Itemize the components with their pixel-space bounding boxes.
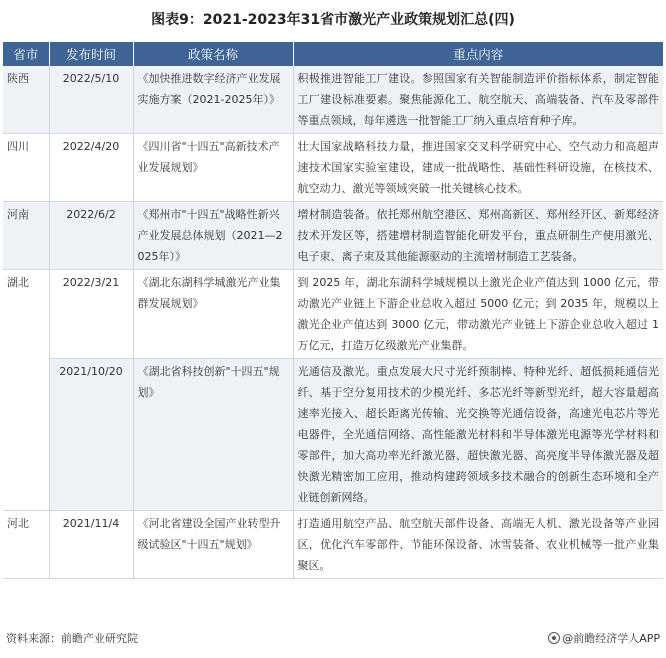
header-policy-name: 政策名称 [133,42,293,66]
cell-policy-name: 《河北省建设全国产业转型升级试验区"十四五"规划》 [133,511,293,579]
table-row [3,66,663,134]
cell-date: 2022/3/21 [49,270,133,359]
cell-policy-name: 《四川省"十四五"高新技术产业发展规划》 [133,134,293,202]
table-row [3,134,663,202]
brand-logo-icon [548,632,560,644]
cell-policy-name: 《加快推进数字经济产业发展实施方案（2021-2025年）》 [133,66,293,134]
cell-key-content: 积极推进智能工厂建设。参照国家有关智能制造评价指标体系，制定智能工厂建设标准要素。聚焦能源化工、航空航天、高端装备、汽车及零部件等重点领域，每年遴选一批智能工厂纳入重点培育种子库。 [293,66,663,134]
cell-province: 河南 [3,202,49,270]
table-row [3,511,663,579]
cell-key-content: 打造通用航空产品、航空航天部件设备、高端无人机、激光设备等产业园区，优化汽车零部件、节能环保设备、冰雪装备、农业机械等一批产业集聚区。 [293,511,663,579]
brand-credit [548,630,660,646]
table-row [3,359,663,511]
header-key-content: 重点内容 [293,42,663,66]
source-note: 资料来源：前瞻产业研究院 [6,632,138,645]
cell-policy-name: 《湖北东湖科学城激光产业集群发展规划》 [133,270,293,359]
cell-province: 河北 [3,511,49,579]
cell-province: 四川 [3,134,49,202]
policy-table [3,42,663,579]
table-row [3,202,663,270]
cell-province: 湖北 [3,270,49,511]
cell-key-content: 光通信及激光。重点发展大尺寸光纤预制棒、特种光纤、超低损耗通信光纤、基于空分复用技术的少模光纤、多芯光纤等新型光纤，超大容量超高速率光接入、超长距离光传输、光交换等光通信设备，高速光电芯片等光电器件，全光通信网络、高性能激光材料和半导体激光电源等光学材料和零部件，加大高功率光纤激光器、超快激光器、高亮度半导体激光器及超快激光精密加工应用，推动构建跨领域多技术融合的创新生态环境和全产业链创新网络。 [293,359,663,511]
page-title: 图表9：2021-2023年31省市激光产业政策规划汇总(四) [151,12,515,28]
cell-policy-name: 《郑州市"十四五"战略性新兴产业发展总体规划（2021—2025年）》 [133,202,293,270]
cell-key-content: 增材制造装备。依托郑州航空港区、郑州高新区、郑州经开区、新郑经济技术开发区等，搭建增材制造智能化研发平台，重点研制生产使用激光、电子束、离子束及其他能源驱动的主流增材制造工艺装备。 [293,202,663,270]
header-province: 省市 [3,42,49,66]
header-date: 发布时间 [49,42,133,66]
cell-key-content: 壮大国家战略科技力量，推进国家交叉科学研究中心、空气动力和高超声速技术国家实验室建设，建成一批战略性、基础性科研设施，在核技术、航空动力、激光等领域突破一批关键核心技术。 [293,134,663,202]
cell-date: 2022/4/20 [49,134,133,202]
brand-label: @前瞻经济学人APP [562,632,660,645]
cell-date: 2022/5/10 [49,66,133,134]
cell-policy-name: 《湖北省科技创新"十四五"规划》 [133,359,293,511]
cell-key-content: 到 2025 年，湖北东湖科学城规模以上激光企业产值达到 1000 亿元，带动激光产业链上下游企业总收入超过 5000 亿元；到 2035 年，规模以上激光企业产值达到 3000 亿元，带动激光产业链上下游企业总收入超过 1 万亿元，打造万亿级激光产业集群。 [293,270,663,359]
table-row [3,270,663,359]
cell-date: 2022/6/2 [49,202,133,270]
cell-date: 2021/11/4 [49,511,133,579]
cell-date: 2021/10/20 [49,359,133,511]
cell-province: 陕西 [3,66,49,134]
table-header-row [3,42,663,66]
footer [0,630,666,650]
